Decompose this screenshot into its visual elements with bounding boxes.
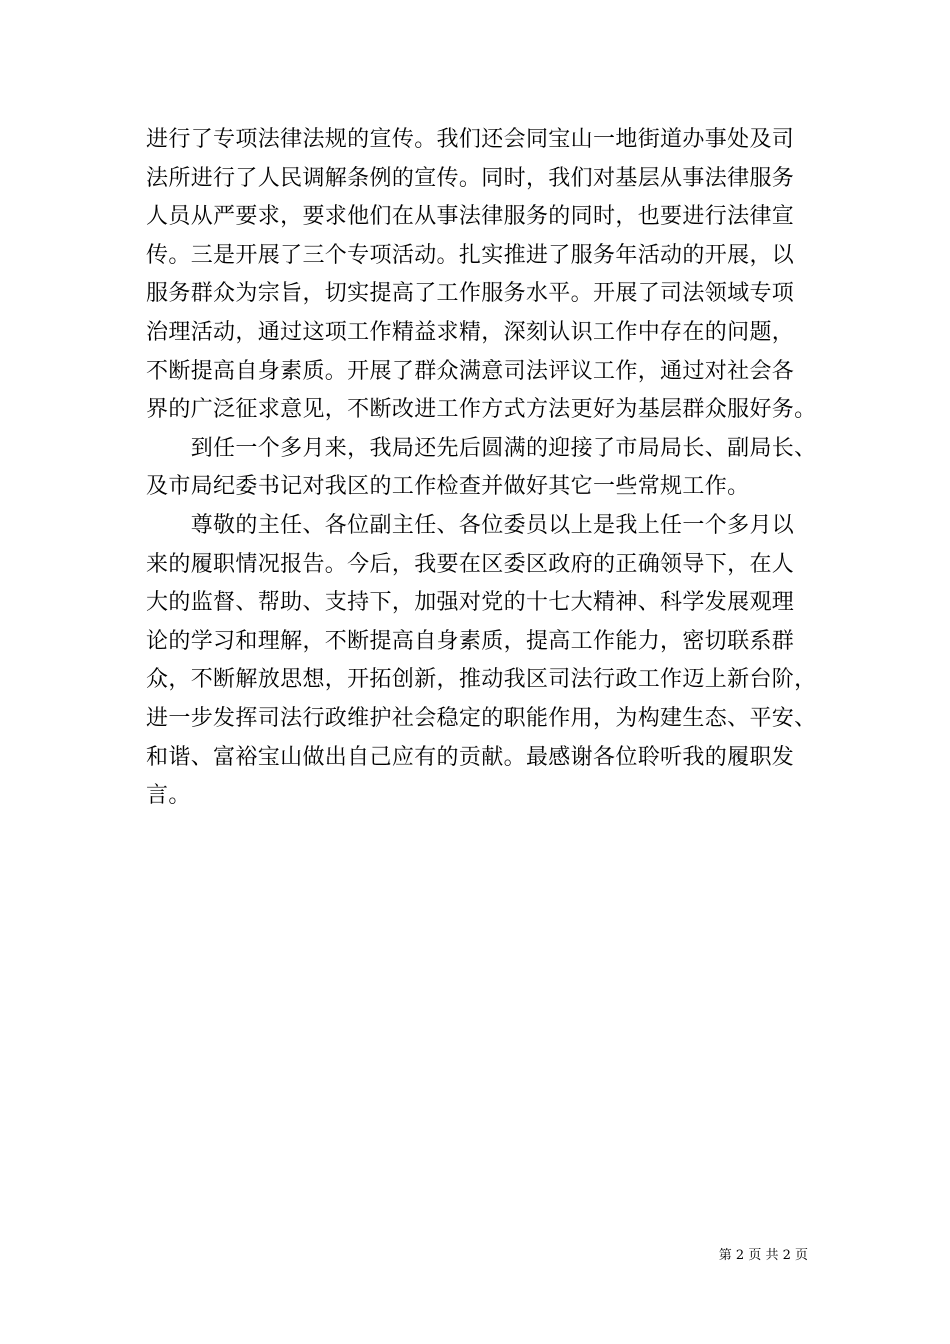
text-line: 不断提高自身素质。开展了群众满意司法评议工作，通过对社会各: [146, 358, 795, 384]
text-line: 传。三是开展了三个专项活动。扎实推进了服务年活动的开展，以: [146, 242, 795, 268]
text-line: 服务群众为宗旨，切实提高了工作服务水平。开展了司法领域专项: [146, 281, 795, 307]
text-line: 及市局纪委书记对我区的工作检查并做好其它一些常规工作。: [146, 474, 750, 500]
text-line: 界的广泛征求意见，不断改进工作方式方法更好为基层群众服好务。: [146, 397, 817, 423]
text-line: 大的监督、帮助、支持下，加强对党的十七大精神、科学发展观理: [146, 590, 795, 616]
text-line: 法所进行了人民调解条例的宣传。同时，我们对基层从事法律服务: [146, 165, 795, 191]
text-line: 和谐、富裕宝山做出自己应有的贡献。最感谢各位聆听我的履职发: [146, 744, 795, 770]
text-line: 来的履职情况报告。今后，我要在区委区政府的正确领导下，在人: [146, 551, 795, 577]
text-line: 人员从严要求，要求他们在从事法律服务的同时，也要进行法律宣: [146, 204, 795, 230]
text-line: 众，不断解放思想，开拓创新，推动我区司法行政工作迈上新台阶，: [146, 667, 817, 693]
body-text: [146, 121, 817, 816]
text-line: 进一步发挥司法行政维护社会稳定的职能作用，为构建生态、平安、: [146, 705, 817, 731]
text-line: 论的学习和理解，不断提高自身素质，提高工作能力，密切联系群: [146, 628, 795, 654]
text-line: 尊敬的主任、各位副主任、各位委员以上是我上任一个多月以: [146, 512, 795, 538]
text-line: 到任一个多月来，我局还先后圆满的迎接了市局局长、副局长、: [146, 435, 817, 461]
text-line: 言。: [146, 783, 191, 809]
text-line: 进行了专项法律法规的宣传。我们还会同宝山一地街道办事处及司: [146, 127, 795, 152]
page-number-footer: 第 2 页 共 2 页: [718, 1248, 808, 1263]
text-line: 治理活动，通过这项工作精益求精，深刻认识工作中存在的问题，: [146, 319, 795, 345]
